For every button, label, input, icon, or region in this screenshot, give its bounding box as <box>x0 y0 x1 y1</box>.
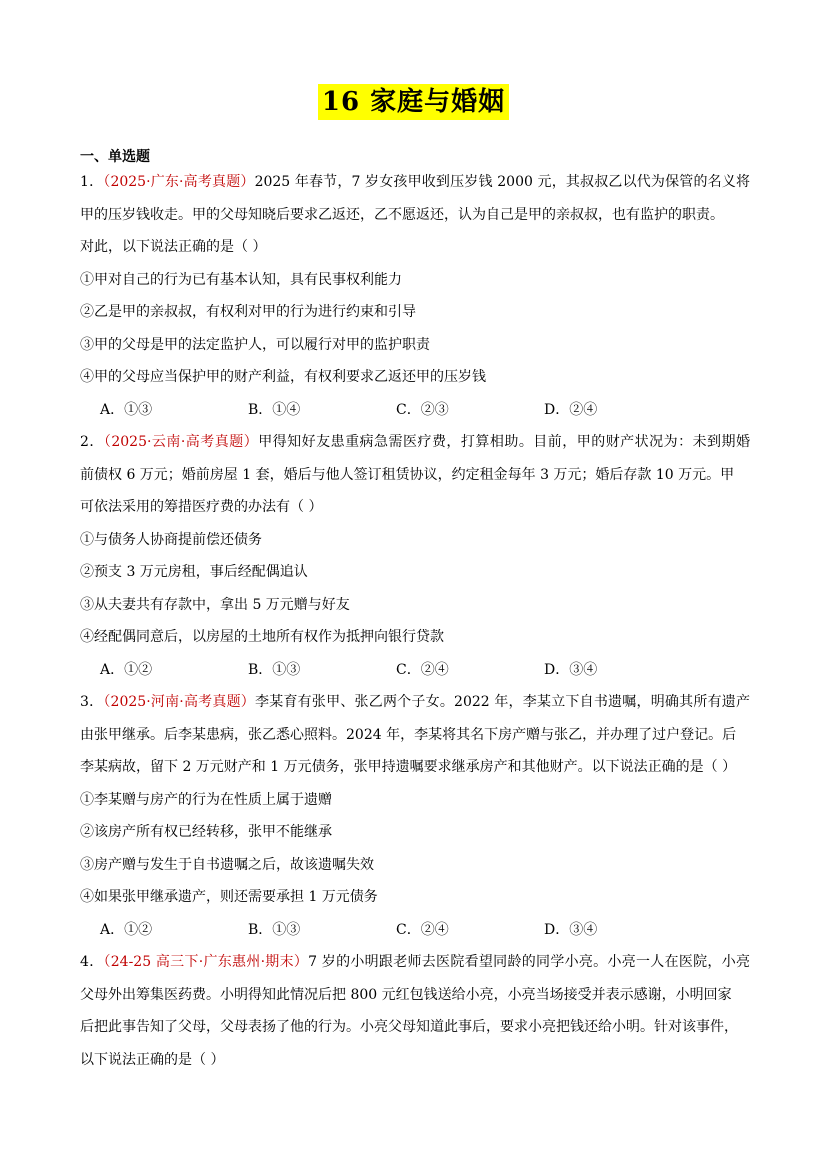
question-4 <box>80 946 750 1076</box>
option-item: ③从夫妻共有存款中，拿出 5 万元赠与好友 <box>80 596 350 613</box>
question-3 <box>80 686 750 946</box>
option-item: ①李某赠与房产的行为在性质上属于遗赠 <box>80 791 332 808</box>
option-item: ④如果张甲继承遗产，则还需要承担 1 万元债务 <box>80 889 378 905</box>
answer-choices <box>80 654 750 687</box>
question-text: 2025 年春节，7 岁女孩甲收到压岁钱 2000 元，其叔叔乙以代为保管的名义将 <box>254 174 750 190</box>
option-item: ②预支 3 万元房租，事后经配偶追认 <box>80 564 308 580</box>
choice-d[interactable]: D．③④ <box>544 661 598 678</box>
choice-c[interactable]: C．②④ <box>396 921 449 938</box>
question-text: 李某育有张甲、张乙两个子女。2022 年，李某立下自书遗嘱，明确其所有遗产 <box>255 694 750 710</box>
question-text: 甲得知好友患重病急需医疗费，打算相助。目前，甲的财产状况为：未到期婚 <box>258 434 751 450</box>
choice-b[interactable]: B．①③ <box>248 661 301 678</box>
question-source: （24-25 高三下·广东惠州·期末） <box>103 954 309 970</box>
question-line: 李某病故，留下 2 万元财产和 1 万元债务，张甲持遗嘱要求继承房产和其他财产。以下说法正确的是（ ） <box>80 759 737 775</box>
question-2 <box>80 426 750 686</box>
option-item: ①甲对自己的行为已有基本认知，具有民事权利能力 <box>80 271 402 288</box>
question-line <box>80 166 750 199</box>
question-1 <box>80 166 750 426</box>
choice-a[interactable]: A．①③ <box>100 401 153 418</box>
option-item: ④甲的父母应当保护甲的财产利益，有权利要求乙返还甲的压岁钱 <box>80 369 486 385</box>
choice-a[interactable]: A．①② <box>100 661 153 678</box>
question-line: 以下说法正确的是（ ） <box>80 1051 225 1068</box>
choice-d[interactable]: D．②④ <box>544 401 598 418</box>
question-line: 可依法采用的筹措医疗费的办法有（ ） <box>80 499 323 515</box>
title-container <box>0 84 827 120</box>
option-item: ④经配偶同意后，以房屋的土地所有权作为抵押向银行贷款 <box>80 629 444 645</box>
choice-b[interactable]: B．①③ <box>248 921 301 938</box>
question-line: 由张甲继承。后李某患病，张乙悉心照料。2024 年，李某将其名下房产赠与张乙，并办理了过户登记。后 <box>80 726 737 743</box>
choice-c[interactable]: C．②③ <box>396 401 449 418</box>
choice-a[interactable]: A．①② <box>100 921 153 938</box>
question-source: （2025·广东·高考真题） <box>103 174 255 190</box>
question-text: 7 岁的小明跟老师去医院看望同龄的同学小亮。小亮一人在医院，小亮 <box>308 954 750 970</box>
question-number: 2． <box>80 434 104 450</box>
choice-b[interactable]: B．①④ <box>248 401 301 418</box>
answer-choices <box>80 394 750 427</box>
question-line: 对此，以下说法正确的是（ ） <box>80 239 267 255</box>
answer-choices <box>80 914 750 947</box>
question-line <box>80 946 750 979</box>
option-item: ③房产赠与发生于自书遗嘱之后，故该遗嘱失效 <box>80 856 374 873</box>
question-number: 4． <box>80 954 104 970</box>
option-item: ①与债务人协商提前偿还债务 <box>80 531 262 548</box>
page-title: 16 家庭与婚姻 <box>318 84 509 120</box>
question-source: （2025·云南·高考真题） <box>103 434 259 450</box>
choice-c[interactable]: C．②④ <box>396 661 449 678</box>
section-heading: 一、单选题 <box>80 149 150 165</box>
option-item: ③甲的父母是甲的法定监护人，可以履行对甲的监护职责 <box>80 336 430 353</box>
question-line: 后把此事告知了父母，父母表扬了他的行为。小亮父母知道此事后，要求小亮把钱还给小明。针对该事件， <box>80 1019 738 1035</box>
question-number: 3． <box>80 694 104 710</box>
question-line: 父母外出筹集医药费。小明得知此情况后把 800 元红包钱送给小亮，小亮当场接受并表示感谢，小明回家 <box>80 986 732 1003</box>
option-item: ②该房产所有权已经转移，张甲不能继承 <box>80 824 332 840</box>
question-number: 1． <box>80 174 104 190</box>
choice-d[interactable]: D．③④ <box>544 921 598 938</box>
question-line: 前债权 6 万元；婚前房屋 1 套，婚后与他人签订租赁协议，约定租金每年 3 万元；婚后存款 10 万元。甲 <box>80 466 735 483</box>
question-line <box>80 426 750 459</box>
question-line <box>80 686 750 719</box>
question-source: （2025·河南·高考真题） <box>103 694 256 710</box>
question-line: 甲的压岁钱收走。甲的父母知晓后要求乙返还，乙不愿返还，认为自己是甲的亲叔叔，也有监护的职责。 <box>80 206 724 223</box>
option-item: ②乙是甲的亲叔叔，有权利对甲的行为进行约束和引导 <box>80 304 416 320</box>
